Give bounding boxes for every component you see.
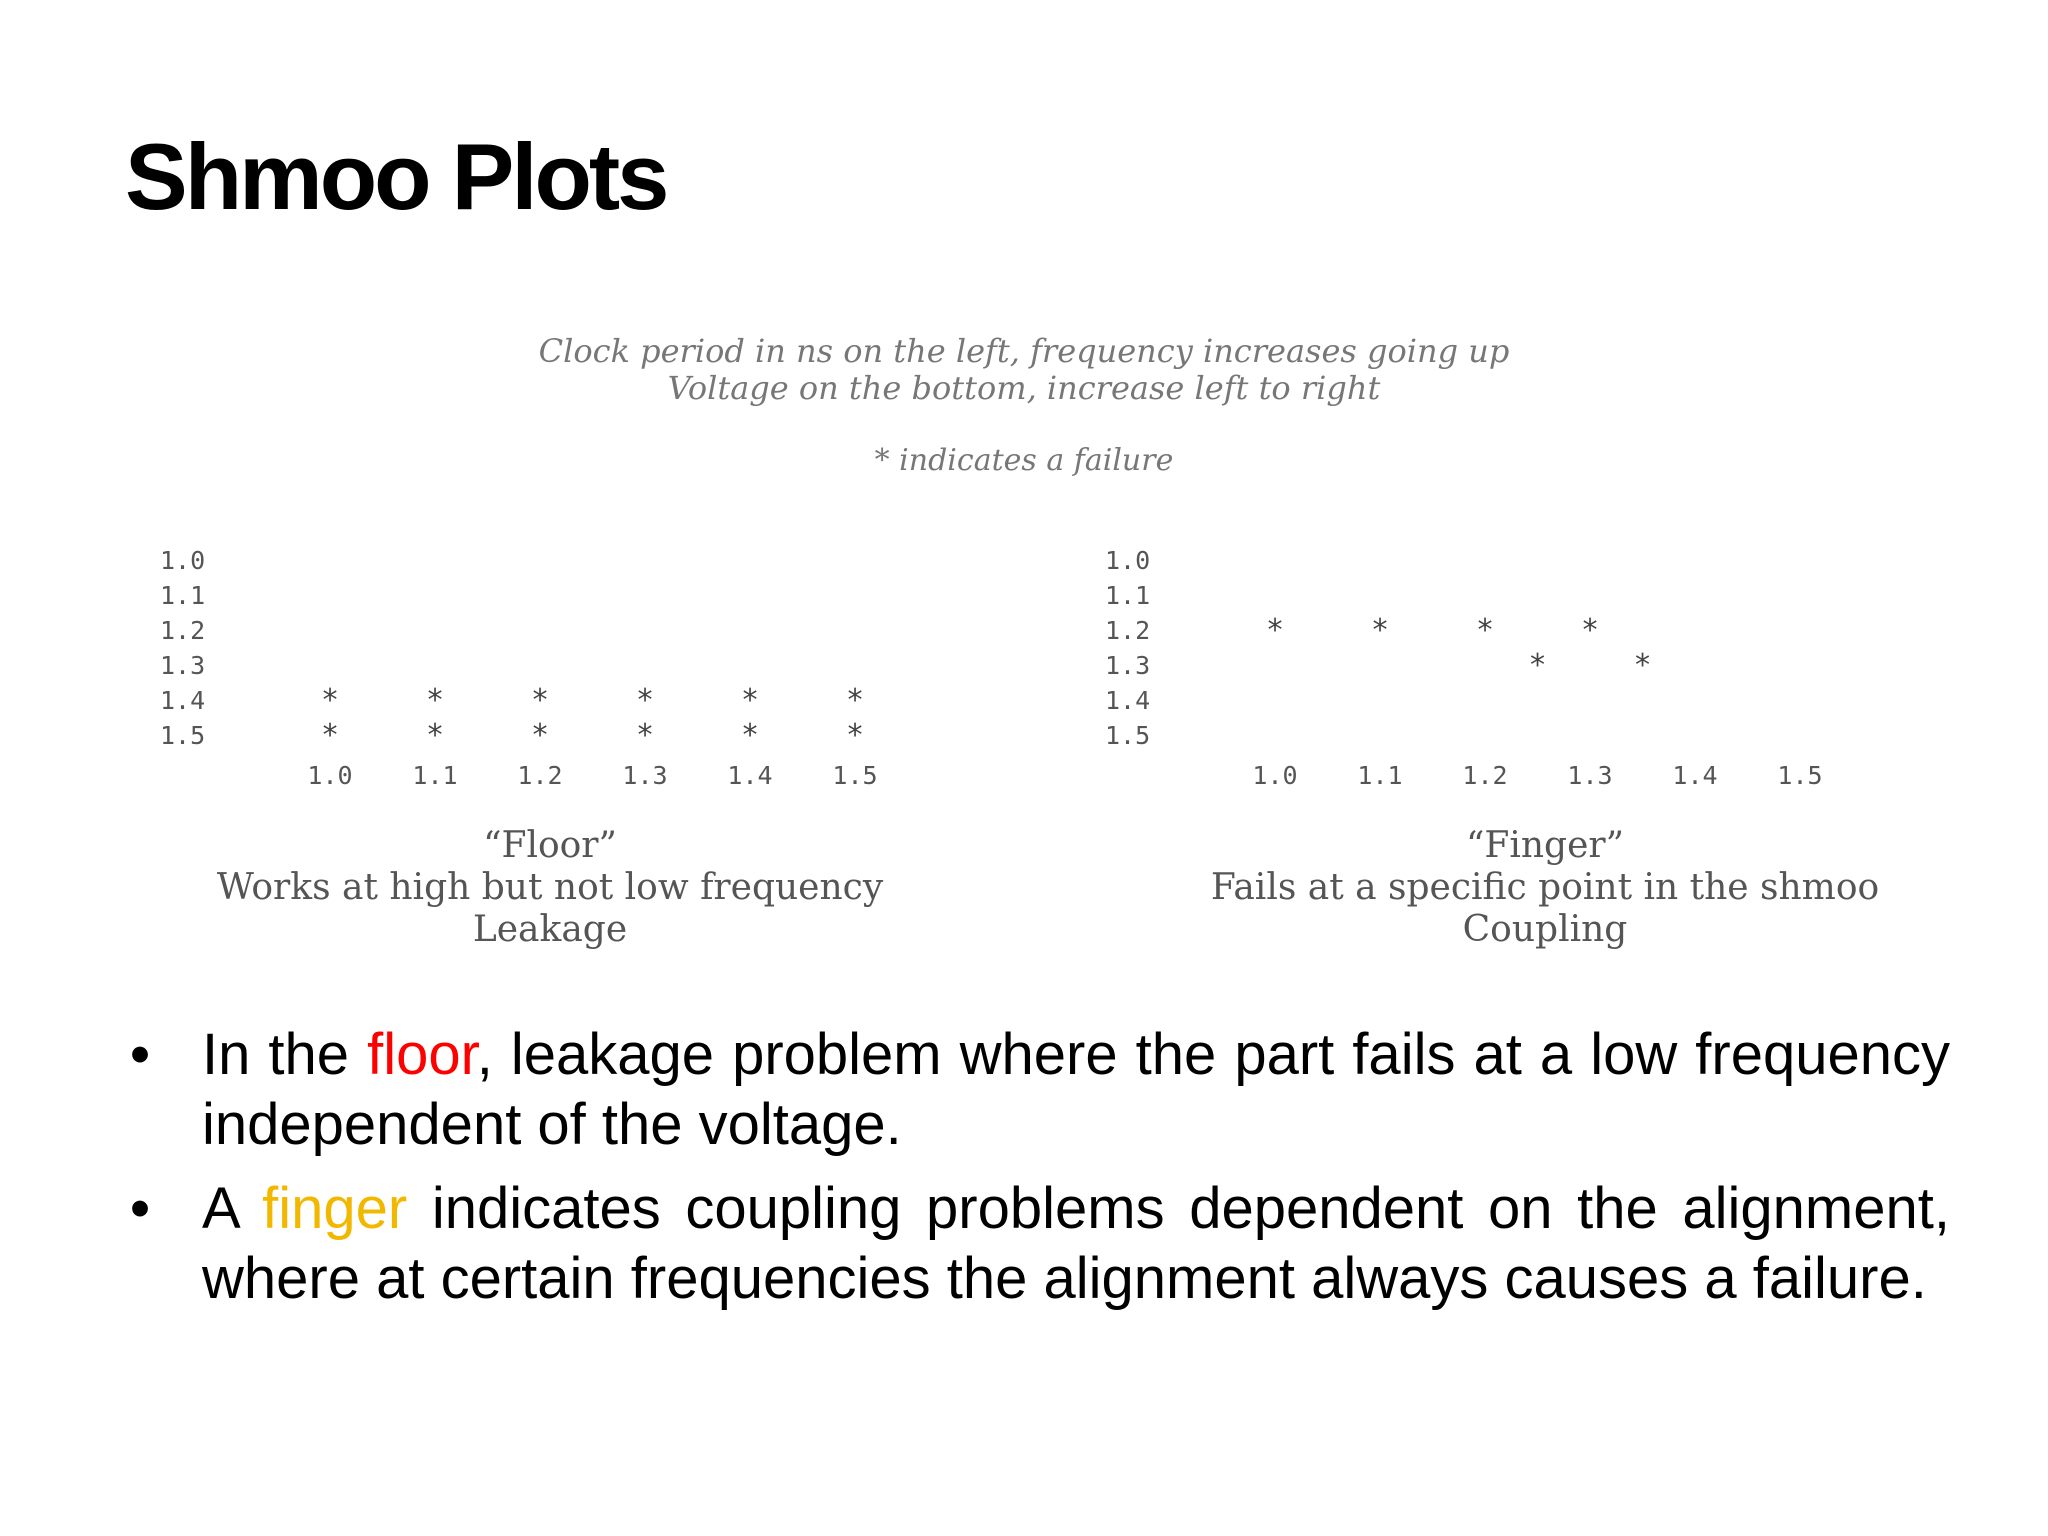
y-tick-label: 1.4 <box>160 686 206 715</box>
x-tick-label: 1.0 <box>1252 761 1298 790</box>
shmoo-plot-finger <box>1095 548 1995 968</box>
y-tick-label: 1.3 <box>1105 651 1151 680</box>
slide-title: Shmoo Plots <box>125 124 667 229</box>
failure-marker: * <box>740 683 760 718</box>
y-tick-label: 1.2 <box>1105 616 1151 645</box>
bullet-text-start: In the <box>202 1022 368 1087</box>
bullet-text-end: indicates coupling problems dependent on the alignment, where at certain frequencies the alignment always causes a failure. <box>202 1176 1950 1311</box>
failure-marker: * <box>320 683 340 718</box>
failure-marker: * <box>530 683 550 718</box>
x-tick-label: 1.1 <box>412 761 458 790</box>
x-tick-label: 1.2 <box>517 761 563 790</box>
x-tick-label: 1.3 <box>1567 761 1613 790</box>
plot-caption-cause: Leakage <box>472 909 628 950</box>
failure-marker: * <box>1370 613 1390 648</box>
failure-marker: * <box>1528 648 1547 683</box>
failure-marker: * <box>635 683 655 718</box>
x-tick-label: 1.3 <box>622 761 668 790</box>
bullet-marker: • <box>129 1176 151 1241</box>
x-tick-label: 1.5 <box>1777 761 1823 790</box>
failure-marker: * <box>530 718 550 753</box>
failure-marker: * <box>1475 613 1495 648</box>
y-tick-label: 1.5 <box>1105 721 1151 750</box>
bullet-item-floor <box>120 1020 1950 1160</box>
y-tick-label: 1.0 <box>160 546 206 575</box>
plot-caption-cause: Coupling <box>1462 909 1628 950</box>
plot-caption-name: “Finger” <box>1465 825 1625 866</box>
plot-caption-description: Fails at a specific point in the shmoo <box>1210 867 1880 908</box>
y-tick-label: 1.0 <box>1105 546 1151 575</box>
failure-marker: * <box>1633 648 1652 683</box>
bullet-item-finger <box>120 1174 1950 1314</box>
figure-legend-failure: * indicates a failure <box>874 443 1174 478</box>
bullet-list <box>120 1020 1950 1328</box>
figure-header-line-2: Voltage on the bottom, increase left to right <box>667 369 1381 407</box>
failure-marker: * <box>320 718 340 753</box>
y-tick-label: 1.5 <box>160 721 206 750</box>
highlight-floor: floor <box>367 1022 477 1087</box>
y-tick-label: 1.3 <box>160 651 206 680</box>
figure-header-line-1: Clock period in ns on the left, frequency increases going up <box>538 332 1510 370</box>
plot-caption-description: Works at high but not low frequency <box>216 867 884 908</box>
plot-caption-name: “Floor” <box>483 825 617 866</box>
bullet-text-start: A <box>202 1176 263 1241</box>
failure-marker: * <box>740 718 760 753</box>
x-tick-label: 1.5 <box>832 761 878 790</box>
failure-marker: * <box>635 718 655 753</box>
x-tick-label: 1.1 <box>1357 761 1403 790</box>
failure-marker: * <box>1265 613 1285 648</box>
x-tick-label: 1.4 <box>727 761 773 790</box>
x-tick-label: 1.2 <box>1462 761 1508 790</box>
y-tick-label: 1.1 <box>1105 581 1151 610</box>
failure-marker: * <box>1580 613 1600 648</box>
failure-marker: * <box>425 683 445 718</box>
x-tick-label: 1.0 <box>307 761 353 790</box>
shmoo-plot-floor <box>150 548 1050 968</box>
failure-marker: * <box>425 718 445 753</box>
bullet-marker: • <box>129 1022 151 1087</box>
failure-marker: * <box>845 718 865 753</box>
x-tick-label: 1.4 <box>1672 761 1718 790</box>
highlight-finger: finger <box>262 1176 408 1241</box>
y-tick-label: 1.1 <box>160 581 206 610</box>
failure-marker: * <box>845 683 865 718</box>
y-tick-label: 1.4 <box>1105 686 1151 715</box>
y-tick-label: 1.2 <box>160 616 206 645</box>
bullet-text-end: , leakage problem where the part fails at a low frequency independent of the voltage. <box>202 1022 1950 1157</box>
